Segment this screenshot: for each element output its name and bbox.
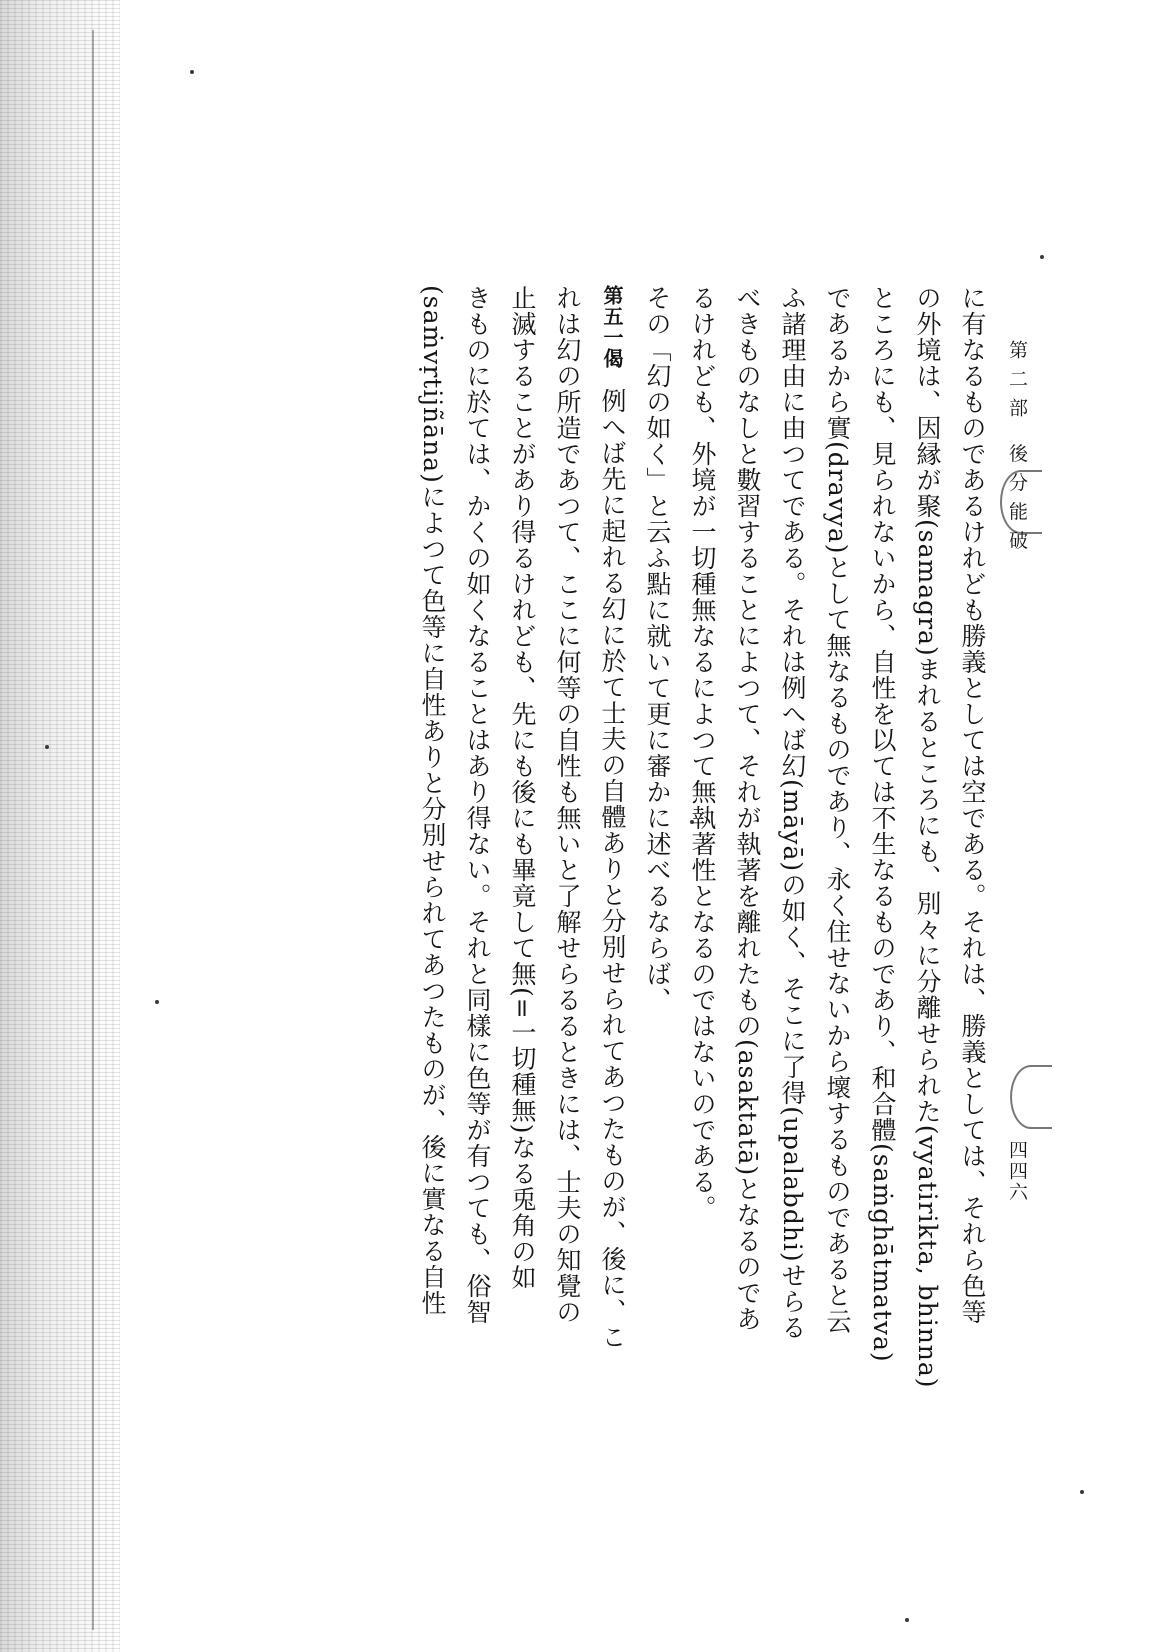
verse-label: 第五一偈 [600,285,624,369]
page-number: 四四六 [1006,1140,1028,1203]
hole-ring-mark [1010,1065,1052,1129]
body-line-4: であるから實(dravya)として無なるものであり、永く住せないから壞するものであると云 [823,285,852,1335]
body-line-7: るけれども、外境が一切種無なるによつて無執著性となるのではないのである。 [688,285,717,1221]
running-head: 第二部 後分能破 [1006,340,1028,560]
body-line-3: ところにも、見られないから、自性を以ては不生なるものであり、和合體(saṁghātmatva) [868,285,897,1363]
binding-edge [0,0,120,1652]
binding-rule [92,30,94,1630]
body-line-9: 例へば先に起れる幻に於て士夫の自體ありと分別せられてあつたものが、後に、こ [598,387,627,1350]
scan-speck [155,1000,159,1004]
scan-speck [1080,1490,1084,1494]
body-line-2: の外境は、因縁が聚(samagra)まれるところにも、別々に分離せられた(vyatirikta, bhinna) [913,285,942,1389]
scan-speck [190,70,194,74]
body-line-12: きものに於ては、かくの如くなることはあり得ない。それと同樣に色等が有つても、俗智 [463,285,492,1325]
scan-speck [905,1618,909,1622]
body-line-1: に有なるものであるけれども勝義としては空である。それは、勝義としては、それら色等 [958,285,987,1325]
body-line-10: れは幻の所造であつて、ここに何等の自性も無いと了解せらるるときには、士夫の知覺の [553,285,582,1325]
body-line-8: その「幻の如く」と云ふ點に就いて更に審かに述べるならば、 [643,285,672,1013]
scan-speck [1040,255,1044,259]
body-line-6: べきものなしと數習することによつて、それが執著を離れたもの(asaktatā)となるのであ [733,285,762,1333]
body-line-11: 止滅することがあり得るけれども、先にも後にも畢竟して無(=一切種無)なる兎角の如 [508,285,537,1291]
scan-speck [45,745,49,749]
verse-paragraph-start [595,285,629,1350]
body-line-5: ふ諸理由に由つてである。それは例へば幻(māyā)の如く、そこに了得(upalabdhi)せらる [778,285,807,1341]
body-line-13: (saṁvṛtijñāna)によつて色等に自性ありと分別せられてあつたものが、後に實なる自性 [418,285,447,1316]
